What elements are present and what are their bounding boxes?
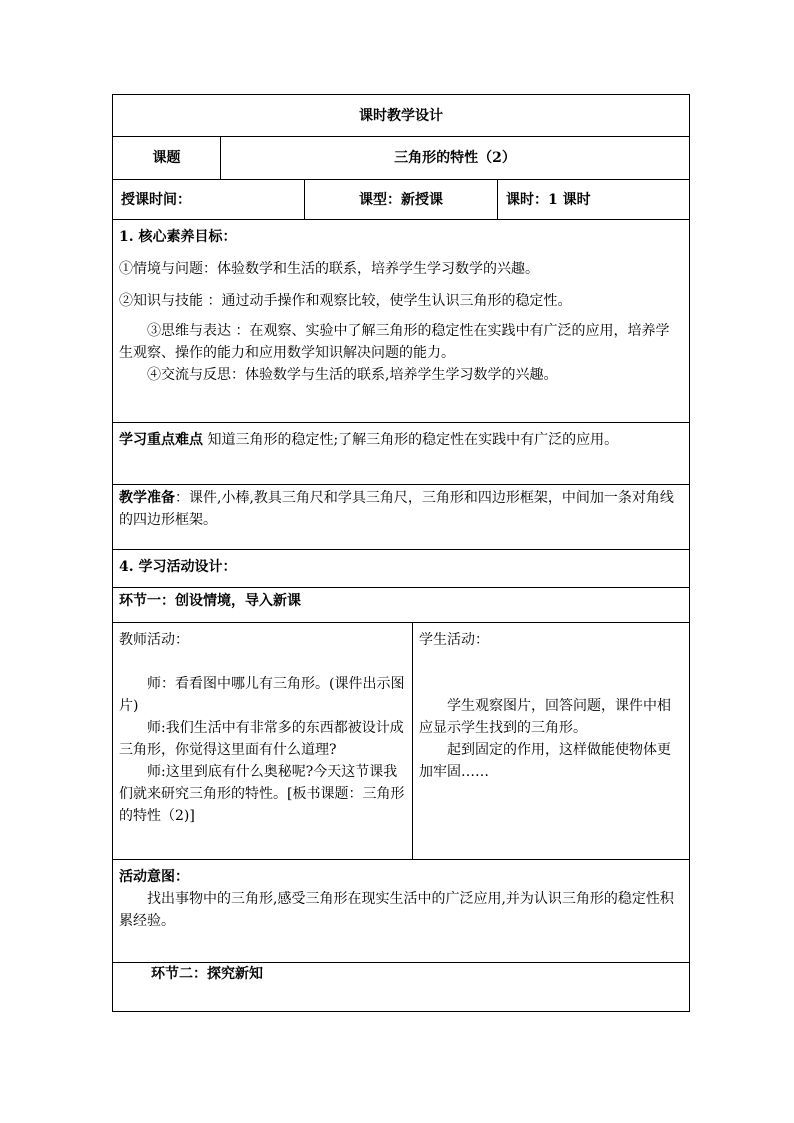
goal-item: ②知识与技能 ：通过动手操作和观察比较，使学生认识三角形的稳定性。 <box>119 293 572 309</box>
activity-intent-text: 找出事物中的三角形,感受三角形在现实生活中的广泛应用,并为认识三角形的稳定性积累经验。 <box>119 891 674 929</box>
goal-item: ④交流与反思：体验数学与生活的联系,培养学生学习数学的兴趣。 <box>147 367 558 383</box>
core-goals-section <box>113 220 690 423</box>
goal-item: ①情境与问题：体验数学和生活的联系，培养学生学习数学的兴趣。 <box>119 261 539 277</box>
lesson-type: 课型：新授课 <box>305 180 498 220</box>
lesson-period: 课时：1 课时 <box>498 180 690 220</box>
stage2-title: 环节二：探究新知 <box>113 963 690 1012</box>
goal-item: ③思维与表达 ：在观察、实验中了解三角形的稳定性在实践中有广泛的应用，培养学生观察、操作的能力和应用数学知识解决问题的能力。 <box>119 323 670 361</box>
document-title: 课时教学设计 <box>113 95 690 137</box>
teacher-paragraph: 师：看看图中哪儿有三角形。(课件出示图片) <box>119 676 405 714</box>
teacher-activity-label: 教师活动： <box>119 632 189 648</box>
student-paragraph: 起到固定的作用，这样做能使物体更加牢固…… <box>419 742 671 780</box>
preparation-text: ：课件,小棒,教具三角尺和学具三角尺，三角形和四边形框架，中间加一条对角线的四边形框架。 <box>119 490 674 528</box>
teacher-paragraph: 师:这里到底有什么奥秘呢?今天这节课我们就来研究三角形的特性。[板书课题：三角形的特性（2)] <box>119 764 405 824</box>
stage1-title: 环节一：创设情境，导入新课 <box>113 588 690 623</box>
goals-heading: 1. 核心素养目标： <box>119 229 237 245</box>
topic-label: 课题 <box>113 137 221 180</box>
activity-design-heading: 4. 学习活动设计： <box>113 550 690 588</box>
key-points-label: 学习重点难点 <box>119 432 203 448</box>
teacher-activity-cell <box>113 623 413 860</box>
preparation-section <box>113 485 690 550</box>
activity-intent-section <box>113 860 690 963</box>
teacher-paragraph: 师:我们生活中有非常多的东西都被设计成三角形，你觉得这里面有什么道理? <box>119 720 404 758</box>
lesson-design-table <box>112 94 690 1012</box>
activity-intent-label: 活动意图： <box>119 869 189 885</box>
class-time-label: 授课时间： <box>113 180 305 220</box>
topic-value: 三角形的特性（2） <box>221 137 690 180</box>
key-points-text: 知道三角形的稳定性;了解三角形的稳定性在实践中有广泛的应用。 <box>203 432 619 448</box>
preparation-label: 教学准备 <box>119 490 175 506</box>
student-paragraph: 学生观察图片，回答问题，课件中相应显示学生找到的三角形。 <box>419 698 671 736</box>
student-activity-cell <box>413 623 690 860</box>
student-activity-label: 学生活动： <box>419 632 489 648</box>
key-points-section <box>113 423 690 485</box>
